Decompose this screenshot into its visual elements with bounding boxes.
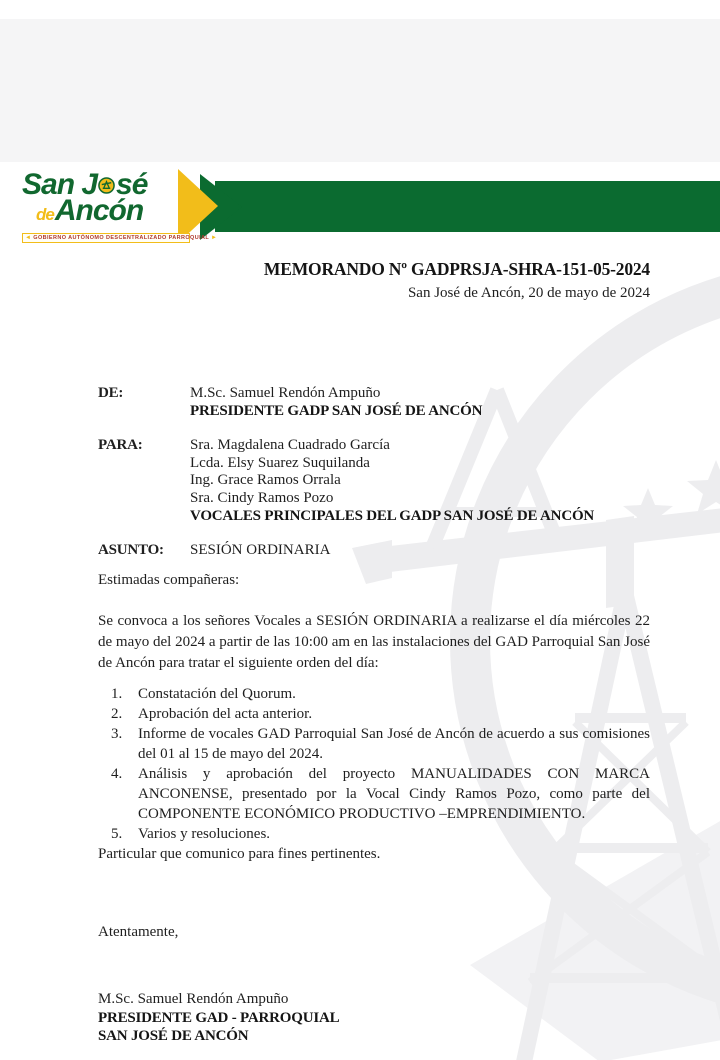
farewell-line: Atentamente, — [98, 924, 179, 940]
closing-line: Particular que comunico para fines pertinentes. — [98, 846, 381, 862]
logo-text-ancon: Ancón — [54, 194, 144, 227]
logo-text-se: sé — [116, 168, 148, 201]
from-title: PRESIDENTE GADP SAN JOSÉ DE ANCÓN — [190, 402, 483, 419]
agenda-list — [98, 684, 650, 844]
to-name: Lcda. Elsy Suarez Suquilanda — [190, 454, 370, 471]
banner-caret-left-icon: ◄ — [25, 235, 32, 241]
gad-logo — [22, 168, 218, 243]
agenda-item: 1. Constatación del Quorum. — [126, 684, 650, 704]
signature-name: M.Sc. Samuel Rendón Ampuño — [98, 991, 289, 1007]
letterhead — [0, 162, 720, 257]
signature-title-line2: SAN JOSÉ DE ANCÓN — [98, 1028, 249, 1044]
oil-pumpjack-emblem-icon — [98, 177, 115, 194]
from-name: M.Sc. Samuel Rendón Ampuño — [190, 385, 381, 401]
subject-block — [98, 542, 650, 560]
subject-label: ASUNTO: — [98, 542, 164, 558]
logo-line2 — [22, 194, 197, 229]
logo-banner-text: GOBIERNO AUTÓNOMO DESCENTRALIZADO PARROQUIAL — [33, 235, 210, 241]
to-name: Sra. Cindy Ramos Pozo — [190, 490, 334, 507]
memo-title: MEMORANDO Nº GADPRSJA-SHRA-151-05-2024 — [263, 259, 650, 279]
body-paragraph: Se convoca a los señores Vocales a SESIÓN ORDINARIA a realizarse el día miércoles 22 de mayo del 2024 a partir de las 10:00 am en las instalaciones del GAD Parroquial San José de Ancón para tratar el siguiente orden del día: — [98, 613, 650, 671]
logo-text-sanj: San J — [22, 168, 98, 201]
memo-heading — [98, 259, 650, 302]
memo-date: San José de Ancón, 20 de mayo de 2024 — [407, 285, 650, 301]
to-name: Ing. Grace Ramos Orrala — [190, 472, 341, 489]
agenda-item: 2. Aprobación del acta anterior. — [126, 704, 650, 724]
agenda-item: 5. Varios y resoluciones. — [126, 824, 650, 844]
logo-text-de: de — [36, 205, 54, 224]
signature-block — [98, 990, 650, 1046]
to-block — [98, 437, 650, 526]
letterhead-green-band — [215, 181, 720, 232]
to-label: PARA: — [98, 437, 143, 453]
agenda-item: 3. Informe de vocales GAD Parroquial San José de Ancón de acuerdo a sus comisiones del 01 al 15 de mayo del 2024. — [126, 724, 650, 764]
to-title: VOCALES PRINCIPALES DEL GADP SAN JOSÉ DE ANCÓN — [190, 507, 595, 524]
from-label: DE: — [98, 385, 124, 401]
signature-title-line1: PRESIDENTE GAD - PARROQUIAL — [98, 1009, 340, 1026]
subject-value: SESIÓN ORDINARIA — [190, 542, 331, 558]
logo-banner — [22, 233, 218, 243]
from-block — [98, 385, 650, 420]
salutation: Estimadas compañeras: — [98, 572, 240, 588]
banner-caret-right-icon: ► — [211, 235, 218, 241]
to-name: Sra. Magdalena Cuadrado García — [190, 437, 390, 453]
agenda-item: 4. Análisis y aprobación del proyecto MANUALIDADES CON MARCA ANCONENSE, presentado por la Vocal Cindy Ramos Pozo, como parte del COMPONENTE ECONÓMICO PRODUCTIVO –EMPRENDIMIENTO. — [126, 764, 650, 824]
